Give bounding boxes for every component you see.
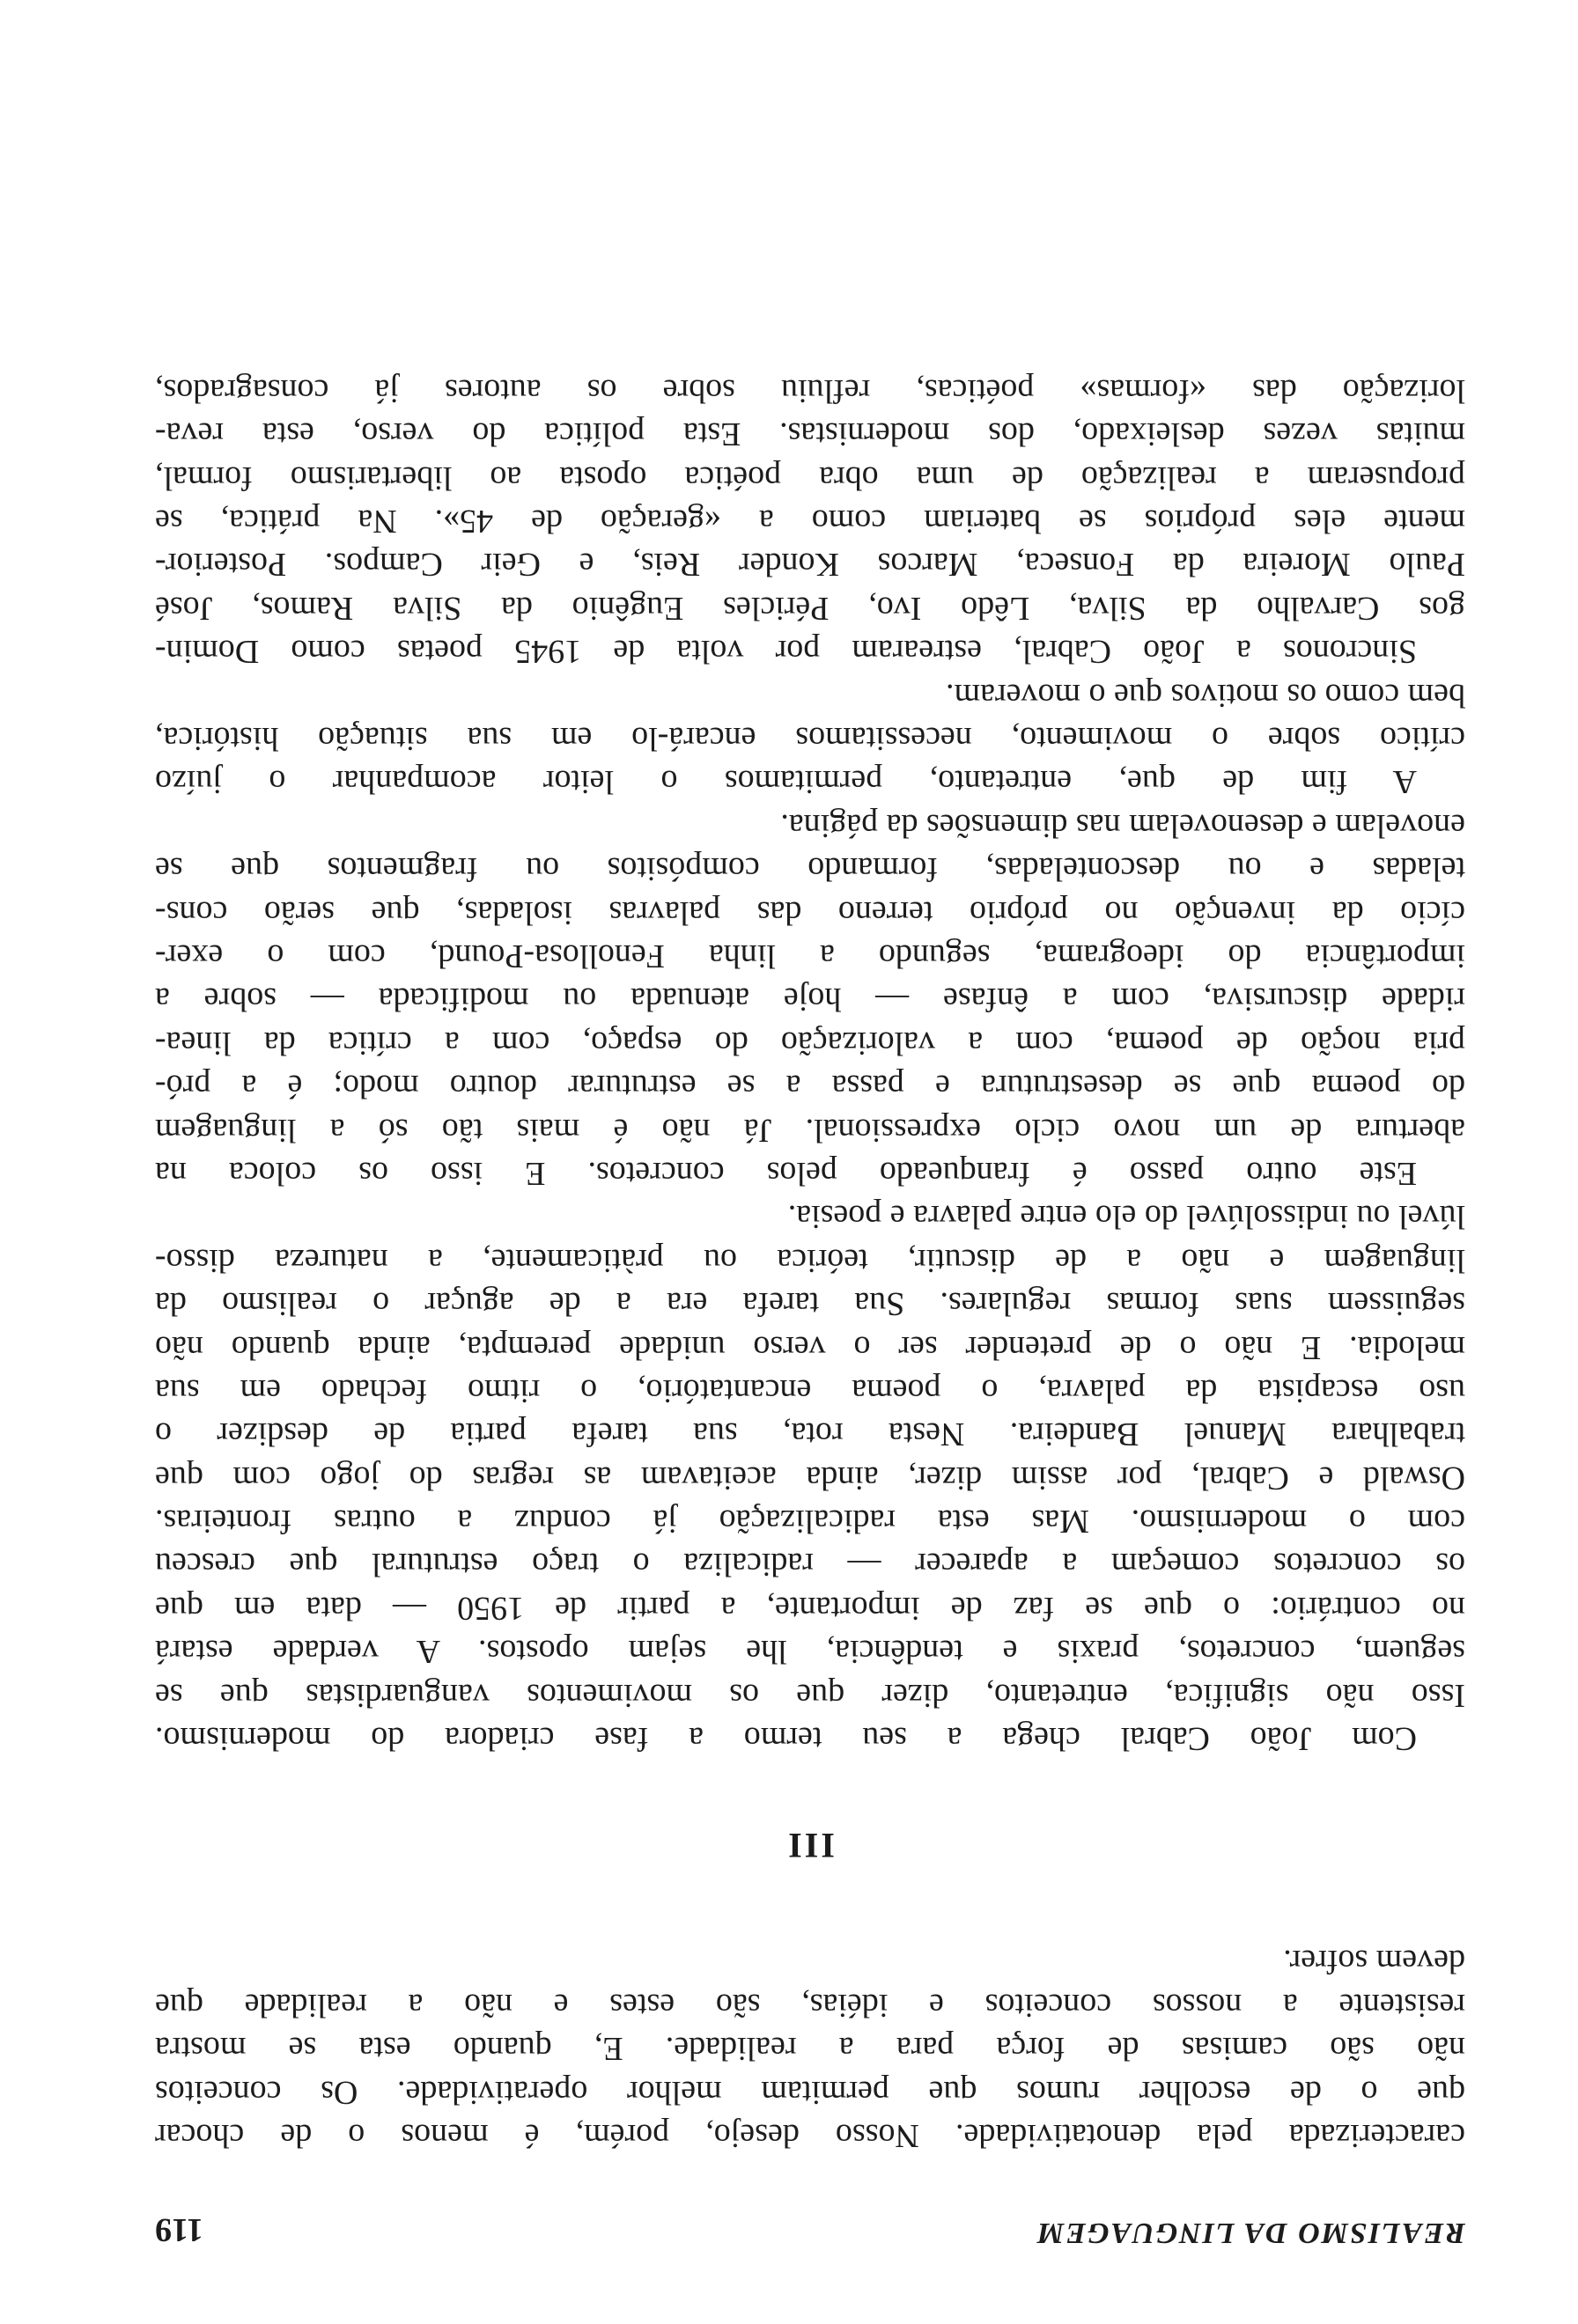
running-head: [155, 2205, 1465, 2249]
text-line: uso escapista da palavra, o poema encantatório, o ritmo fechado em sua: [155, 1372, 1465, 1409]
text-line: trabalhara Manuel Bandeira. Nesta rota, sua tarefa partia de desdizer o: [155, 1416, 1465, 1453]
text-line: Este outro passo é franqueado pelos concretos. E isso os coloca na: [155, 1154, 1417, 1192]
text-line: devem sofrer.: [1283, 1943, 1465, 1981]
paragraph: [155, 1939, 1465, 2157]
text-line: resistente a nossos conceitos e idéias, são estes e não a realidade que: [155, 1986, 1465, 2024]
text-line: seguissem suas formas regulares. Sua tarefa era a de aguçar o realismo da: [155, 1285, 1465, 1323]
text-line: Isso não significa, entretanto, dizer que os movimentos vanguardistas que se: [155, 1676, 1465, 1714]
paragraph: [155, 673, 1465, 803]
text-line: gos Carvalho da Silva, Lêdo Ivo, Péricles Eugênio da Silva Ramos, José: [155, 589, 1465, 627]
text-line: A fim de que, entretanto, permitamos o leitor acompanhar o juízo: [155, 763, 1417, 801]
text-line: no contrário: o que se faz de importante, a partir de 1950 — data em que: [155, 1589, 1465, 1627]
text-line: Oswald e Cabral, por assim dizer, ainda aceitavam as regras do jogo com que: [155, 1459, 1465, 1497]
text-line: Sincronos a João Cabral, estrearam por volta de 1945 poetas como Domin-: [155, 633, 1417, 671]
text-line: abertura de um novo ciclo expressional. Já não é mais tão só a linguagem: [155, 1111, 1465, 1149]
text-line: caracterizada pela denotatividade. Nosso desejo, porém, é menos o de chocar: [155, 2117, 1465, 2154]
text-line: Paulo Moreira da Fonseca, Marcos Konder Reis, e Geir Campos. Posterior-: [155, 546, 1465, 584]
text-line: seguem, concretos, praxis e tendência, lhe sejam opostos. A verdade estará: [155, 1633, 1465, 1671]
text-line: não são camisas de força para a realidade. E, quando esta se mostra: [155, 2030, 1465, 2068]
text-line: Com João Cabral chega a seu termo a fase criadora do modernismo.: [155, 1720, 1417, 1758]
text-line: mente eles próprios se bateriam como a «geração de 45». Na prática, se: [155, 503, 1465, 541]
text-line: importância do ideograma, segundo a linha Fenollosa-Pound, com o exer-: [155, 938, 1465, 975]
text-line: ridade discursiva, com a ênfase — hoje atenuada ou modificada — sobre a: [155, 981, 1465, 1019]
text-line: bem como os motivos que o moveram.: [946, 676, 1465, 714]
paragraph: [155, 369, 1465, 673]
text-line: melodia. E não o de pretender ser o verso unidade perempta, ainda quando não: [155, 1328, 1465, 1366]
section-heading: III: [785, 1826, 835, 1866]
text-line: enovelam e desenovelam nas dimensões da página.: [780, 806, 1465, 844]
text-line: crítico sobre o movimento, necessitamos encará-lo em sua situação histórica,: [155, 720, 1465, 758]
text-line: pria noção de poema, com a valorização do espaço, com a crítica da linea-: [155, 1024, 1465, 1062]
text-line: os concretos começam a aparecer — radicaliza o traço estrutural que cresceu: [155, 1546, 1465, 1584]
text-line: muitas vezes desleixado, dos modernistas. Esta política do verso, esta reva-: [155, 416, 1465, 453]
text-line: propuseram a realização de uma obra poética oposta ao libertarismo formal,: [155, 459, 1465, 496]
text-line: linguagem e não a de discutir, teórica ou pràticamente, a natureza disso-: [155, 1241, 1465, 1279]
running-title: REALISMO DA LINGUAGEM: [1036, 2217, 1465, 2249]
body-text: [155, 369, 1465, 2157]
text-line: lorização das «formas» poéticas, refluiu sobre os autores já consagrados,: [155, 371, 1465, 409]
text-line: teladas e ou desconteladas, formando compósitos ou fragmentos que se: [155, 850, 1465, 888]
paragraph: [155, 803, 1465, 1195]
paragraph: [155, 1195, 1465, 1760]
text-line: do poema que se desestrutura e passa a se estruturar doutro modo; é a pró-: [155, 1068, 1465, 1106]
text-line: lúvel ou indissolúvel do elo entre palavra e poesia.: [787, 1198, 1465, 1236]
text-line: cício da invenção no próprio terreno das palavras isoladas, que serão cons-: [155, 894, 1465, 931]
text-line: com o modernismo. Mas esta radicalização já conduz a outras fronteiras.: [155, 1503, 1465, 1541]
page-number: 119: [155, 2211, 203, 2248]
text-line: que o de escolher rumos que permitam melhor operatividade. Os conceitos: [155, 2073, 1465, 2111]
